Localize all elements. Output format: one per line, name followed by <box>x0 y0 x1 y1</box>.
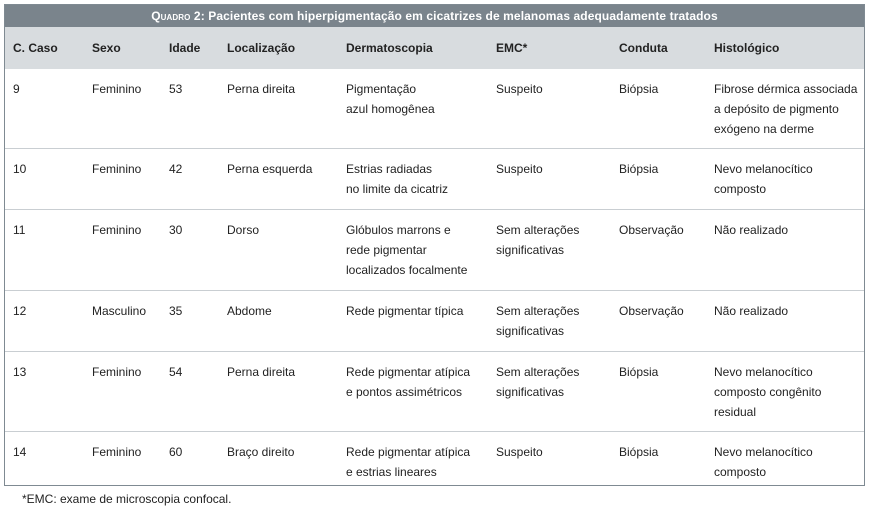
table-frame <box>4 4 865 486</box>
cell-line: Estrias radiadas <box>346 162 433 176</box>
cell-idade: 60 <box>169 445 183 459</box>
header-caso: C. Caso <box>13 41 58 55</box>
cell-localizacao: Dorso <box>227 223 260 237</box>
cell-line: Sem alterações <box>496 365 580 379</box>
header-idade: Idade <box>169 41 201 55</box>
header-localizacao: Localização <box>227 41 296 55</box>
cell-line: Fibrose dérmica associada <box>714 82 858 96</box>
cell-line: e estrias lineares <box>346 465 437 479</box>
cell-line: Nevo melanocítico <box>714 445 813 459</box>
cell-dermatoscopia <box>346 362 470 402</box>
table-row <box>5 352 864 432</box>
cell-line: Sem alterações <box>496 223 580 237</box>
cell-localizacao: Perna esquerda <box>227 162 313 176</box>
cell-histologico <box>714 362 821 422</box>
cell-emc <box>496 362 579 402</box>
cell-dermatoscopia: Rede pigmentar típica <box>346 304 464 318</box>
table-row <box>5 291 864 352</box>
cell-caso: 13 <box>13 365 27 379</box>
cell-line: significativas <box>496 324 565 338</box>
cell-line: composto congênito <box>714 385 822 399</box>
header-conduta: Conduta <box>619 41 668 55</box>
cell-conduta: Biópsia <box>619 82 659 96</box>
table-title-prefix: Quadro 2: <box>151 9 205 23</box>
table-header-row <box>5 27 864 69</box>
cell-line: Nevo melanocítico <box>714 162 813 176</box>
cell-idade: 53 <box>169 82 183 96</box>
cell-caso: 9 <box>13 82 20 96</box>
cell-conduta: Biópsia <box>619 365 659 379</box>
cell-line: residual <box>714 405 757 419</box>
cell-idade: 35 <box>169 304 183 318</box>
cell-emc: Suspeito <box>496 445 543 459</box>
cell-caso: 10 <box>13 162 27 176</box>
cell-line: a depósito de pigmento <box>714 102 839 116</box>
cell-caso: 14 <box>13 445 27 459</box>
cell-conduta: Observação <box>619 304 684 318</box>
cell-caso: 11 <box>13 223 26 237</box>
cell-line: Rede pigmentar atípica <box>346 445 471 459</box>
cell-localizacao: Perna direita <box>227 365 296 379</box>
table-row <box>5 432 864 486</box>
cell-conduta: Observação <box>619 223 684 237</box>
cell-dermatoscopia <box>346 220 467 280</box>
cell-idade: 42 <box>169 162 183 176</box>
cell-line: localizados focalmente <box>346 263 468 277</box>
header-histologico: Histológico <box>714 41 780 55</box>
cell-emc: Suspeito <box>496 82 543 96</box>
cell-sexo: Masculino <box>92 304 147 318</box>
cell-sexo: Feminino <box>92 445 142 459</box>
cell-conduta: Biópsia <box>619 445 659 459</box>
cell-line: azul homogênea <box>346 102 435 116</box>
table-title-text: Pacientes com hiperpigmentação em cicatrizes de melanomas adequadamente tratados <box>204 9 718 23</box>
cell-emc <box>496 220 579 260</box>
table-footnote: *EMC: exame de microscopia confocal. <box>22 492 232 506</box>
cell-line: exógeno na derme <box>714 122 815 136</box>
cell-conduta: Biópsia <box>619 162 659 176</box>
cell-histologico: Não realizado <box>714 304 789 318</box>
cell-histologico <box>714 159 813 199</box>
cell-idade: 54 <box>169 365 183 379</box>
cell-line: Nevo melanocítico <box>714 365 813 379</box>
table-row <box>5 149 864 210</box>
cell-emc <box>496 301 579 341</box>
cell-localizacao: Abdome <box>227 304 272 318</box>
table-row <box>5 210 864 291</box>
table-row <box>5 69 864 149</box>
cell-emc: Suspeito <box>496 162 543 176</box>
cell-line: Sem alterações <box>496 304 580 318</box>
cell-line: composto <box>714 182 767 196</box>
cell-histologico <box>714 442 813 482</box>
cell-sexo: Feminino <box>92 162 142 176</box>
cell-line: Glóbulos marrons e <box>346 223 451 237</box>
cell-dermatoscopia <box>346 79 435 119</box>
cell-dermatoscopia <box>346 159 448 199</box>
cell-line: no limite da cicatriz <box>346 182 449 196</box>
cell-dermatoscopia <box>346 442 470 482</box>
cell-localizacao: Perna direita <box>227 82 296 96</box>
cell-line: composto <box>714 465 767 479</box>
cell-line: Pigmentação <box>346 82 417 96</box>
cell-sexo: Feminino <box>92 223 142 237</box>
cell-caso: 12 <box>13 304 27 318</box>
cell-idade: 30 <box>169 223 183 237</box>
header-sexo: Sexo <box>92 41 121 55</box>
cell-line: Rede pigmentar atípica <box>346 365 471 379</box>
table-title <box>5 5 864 27</box>
cell-line: significativas <box>496 243 565 257</box>
cell-histologico <box>714 79 857 139</box>
header-dermatoscopia: Dermatoscopia <box>346 41 433 55</box>
cell-line: e pontos assimétricos <box>346 385 463 399</box>
cell-line: rede pigmentar <box>346 243 427 257</box>
cell-sexo: Feminino <box>92 82 142 96</box>
cell-line: significativas <box>496 385 565 399</box>
cell-histologico: Não realizado <box>714 223 789 237</box>
cell-sexo: Feminino <box>92 365 142 379</box>
header-emc: EMC* <box>496 41 528 55</box>
cell-localizacao: Braço direito <box>227 445 295 459</box>
